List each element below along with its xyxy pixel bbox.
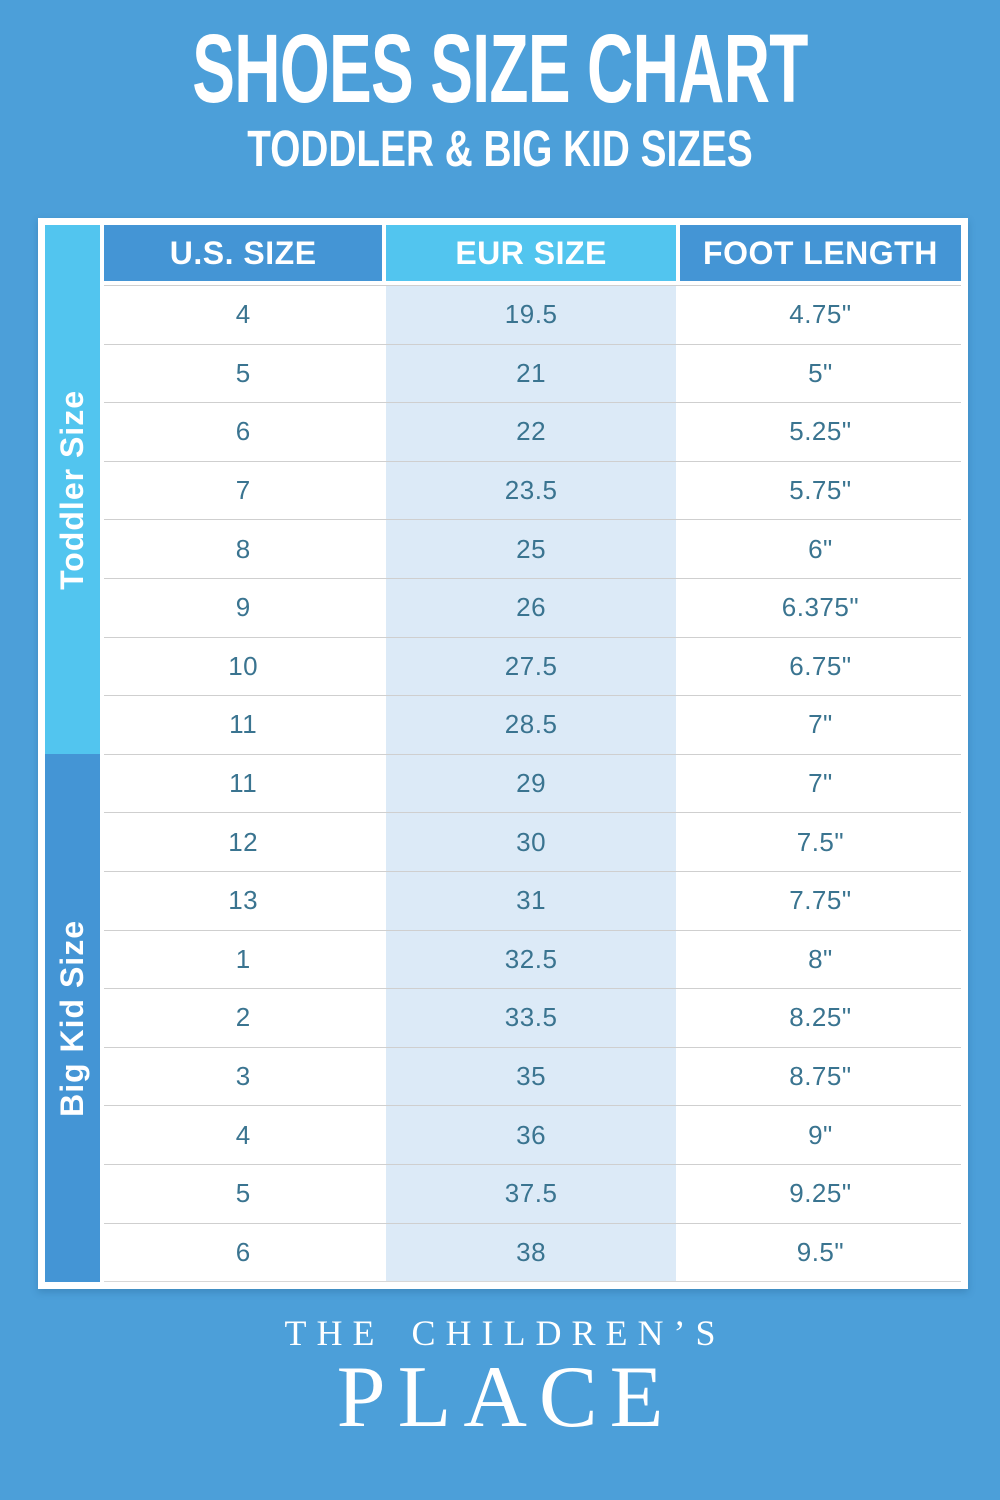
foot-length-cell: 6.75": [680, 638, 961, 696]
page-subtitle: TODDLER & BIG KID SIZES: [247, 120, 753, 177]
eur-size-cell: 21: [386, 345, 675, 403]
us-size-cell: 11: [104, 696, 382, 754]
eur-size-cell: 27.5: [386, 638, 675, 696]
table-row: [104, 344, 961, 403]
foot-length-cell: 7.5": [680, 813, 961, 871]
table-row: [104, 519, 961, 578]
column-header-eur-size: EUR SIZE: [386, 225, 675, 281]
foot-length-cell: 6": [680, 520, 961, 578]
section-sidebar: [45, 225, 100, 1282]
foot-length-cell: 7.75": [680, 872, 961, 930]
table-row: [104, 930, 961, 989]
table-row: [104, 695, 961, 754]
table-row: [104, 754, 961, 813]
eur-size-cell: 33.5: [386, 989, 675, 1047]
us-size-cell: 4: [104, 1106, 382, 1164]
foot-length-cell: 6.375": [680, 579, 961, 637]
foot-length-cell: 8.25": [680, 989, 961, 1047]
table-row: [104, 578, 961, 637]
table-header-row: [104, 225, 961, 281]
column-header-us-size: U.S. SIZE: [104, 225, 382, 281]
us-size-cell: 4: [104, 286, 382, 344]
foot-length-cell: 5.75": [680, 462, 961, 520]
section-label-toddler: [45, 225, 100, 754]
table-row: [104, 402, 961, 461]
table-body: [104, 285, 961, 1282]
us-size-cell: 5: [104, 345, 382, 403]
eur-size-cell: 19.5: [386, 286, 675, 344]
brand-name-top: THE CHILDREN’S: [284, 1313, 726, 1353]
big-kid-size-label: Big Kid Size: [54, 919, 90, 1117]
table-row: [104, 1164, 961, 1223]
table-row: [104, 1105, 961, 1164]
eur-size-cell: 28.5: [386, 696, 675, 754]
eur-size-cell: 30: [386, 813, 675, 871]
foot-length-cell: 9": [680, 1106, 961, 1164]
us-size-cell: 7: [104, 462, 382, 520]
table-row: [104, 285, 961, 344]
us-size-cell: 6: [104, 1224, 382, 1282]
header: [0, 14, 1000, 177]
foot-length-cell: 8.75": [680, 1048, 961, 1106]
us-size-cell: 13: [104, 872, 382, 930]
foot-length-cell: 7": [680, 755, 961, 813]
eur-size-cell: 26: [386, 579, 675, 637]
foot-length-cell: 7": [680, 696, 961, 754]
eur-size-cell: 29: [386, 755, 675, 813]
table-row: [104, 461, 961, 520]
us-size-cell: 2: [104, 989, 382, 1047]
size-table: [104, 225, 961, 1282]
size-chart-table: [38, 218, 968, 1289]
foot-length-cell: 8": [680, 931, 961, 989]
section-label-bigkid: [45, 754, 100, 1282]
eur-size-cell: 22: [386, 403, 675, 461]
table-row: [104, 812, 961, 871]
foot-length-cell: 5": [680, 345, 961, 403]
eur-size-cell: 23.5: [386, 462, 675, 520]
table-row: [104, 1223, 961, 1282]
us-size-cell: 12: [104, 813, 382, 871]
toddler-size-label: Toddler Size: [54, 389, 90, 590]
foot-length-cell: 4.75": [680, 286, 961, 344]
us-size-cell: 11: [104, 755, 382, 813]
eur-size-cell: 25: [386, 520, 675, 578]
us-size-cell: 3: [104, 1048, 382, 1106]
eur-size-cell: 36: [386, 1106, 675, 1164]
table-row: [104, 988, 961, 1047]
us-size-cell: 1: [104, 931, 382, 989]
table-row: [104, 1047, 961, 1106]
foot-length-cell: 9.25": [680, 1165, 961, 1223]
table-row: [104, 637, 961, 696]
page-title: SHOES SIZE CHART: [192, 14, 808, 123]
us-size-cell: 6: [104, 403, 382, 461]
table-row: [104, 871, 961, 930]
eur-size-cell: 37.5: [386, 1165, 675, 1223]
us-size-cell: 5: [104, 1165, 382, 1223]
eur-size-cell: 38: [386, 1224, 675, 1282]
foot-length-cell: 9.5": [680, 1224, 961, 1282]
column-header-foot-length: FOOT LENGTH: [680, 225, 961, 281]
eur-size-cell: 32.5: [386, 931, 675, 989]
us-size-cell: 10: [104, 638, 382, 696]
brand-name-bottom: PLACE: [336, 1349, 676, 1446]
foot-length-cell: 5.25": [680, 403, 961, 461]
eur-size-cell: 31: [386, 872, 675, 930]
eur-size-cell: 35: [386, 1048, 675, 1106]
us-size-cell: 9: [104, 579, 382, 637]
brand-logo: [0, 1312, 1000, 1446]
us-size-cell: 8: [104, 520, 382, 578]
